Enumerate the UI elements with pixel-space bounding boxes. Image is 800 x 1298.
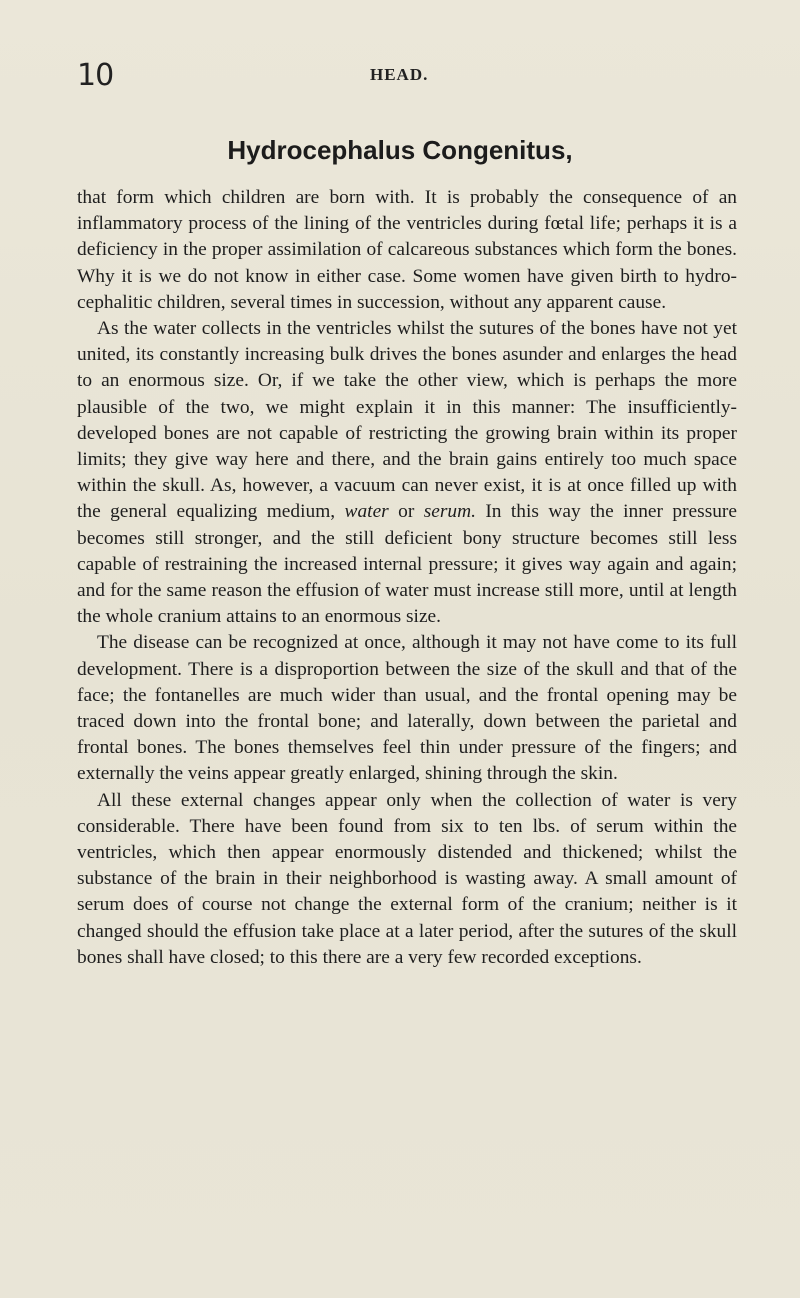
section-title: Hydrocephalus Congenitus, — [227, 135, 573, 165]
running-head: HEAD. — [370, 65, 429, 84]
paragraph-2-italic-water: water — [344, 501, 389, 523]
paragraph-2-italic-serum: serum. — [423, 501, 476, 523]
paragraph-2-text-a: As the water collects in the ventricles whilst the sutures of the bones have not yet united, its constantly increasing bulk drives the bones asunder and enlarges the head to an enormous size. Or, if we take the other view, which is perhaps the more plausible of the two, we might explain it in this manner: The insufficiently-developed bones are not capable of restricting the growing brain within its proper limits; they give way here and there, and the brain gains entirely too much space within the skull. As, however, a vacuum can never exist, it is at once filled up with the general equalizing medium, — [77, 318, 737, 523]
paragraph-2-text-b: In this way the inner pressure becomes still stronger, and the still deficient bony structure becomes still less capable of restraining the increased internal pressure; it gives way again and again; and for the same reason the effusion of water must increase still more, until at length the whole cranium attains to an enormous size. — [77, 501, 737, 628]
body-text — [77, 185, 737, 971]
paragraph-2 — [77, 316, 737, 630]
paragraph-4: All these external changes appear only when the collection of water is very considerable. There have been found from six to ten lbs. of serum within the ventricles, which then appear enormously distended and thickened; whilst the substance of the brain in their neighborhood is wasting away. A small amount of serum does of course not change the external form of the cranium; neither is it changed should the effusion take place at a later period, after the sutures of the skull bones shall have closed; to this there are a very few recorded exceptions. — [77, 789, 737, 968]
paragraph-2-text-or: or — [388, 501, 424, 523]
page-number: 10 — [77, 58, 114, 93]
paragraph-3: The disease can be recognized at once, although it may not have come to its full development. There is a disproportion between the size of the skull and that of the face; the fontanelles are much wider than usual, and the frontal opening may be traced down into the frontal bone; and laterally, down between the parietal and frontal bones. The bones themselves feel thin under pressure of the fingers; and externally the veins appear greatly enlarged, shining through the skin. — [77, 632, 737, 785]
paragraph-1: that form which children are born with. It is probably the consequence of an inflammatory process of the lining of the ventricles during fœtal life; perhaps it is a deficiency in the proper assimilation of calcareous substances which form the bones. Why it is we do not know in either case. Some women have given birth to hydrocephalitic children, several times in succession, without any apparent cause. — [77, 187, 737, 313]
